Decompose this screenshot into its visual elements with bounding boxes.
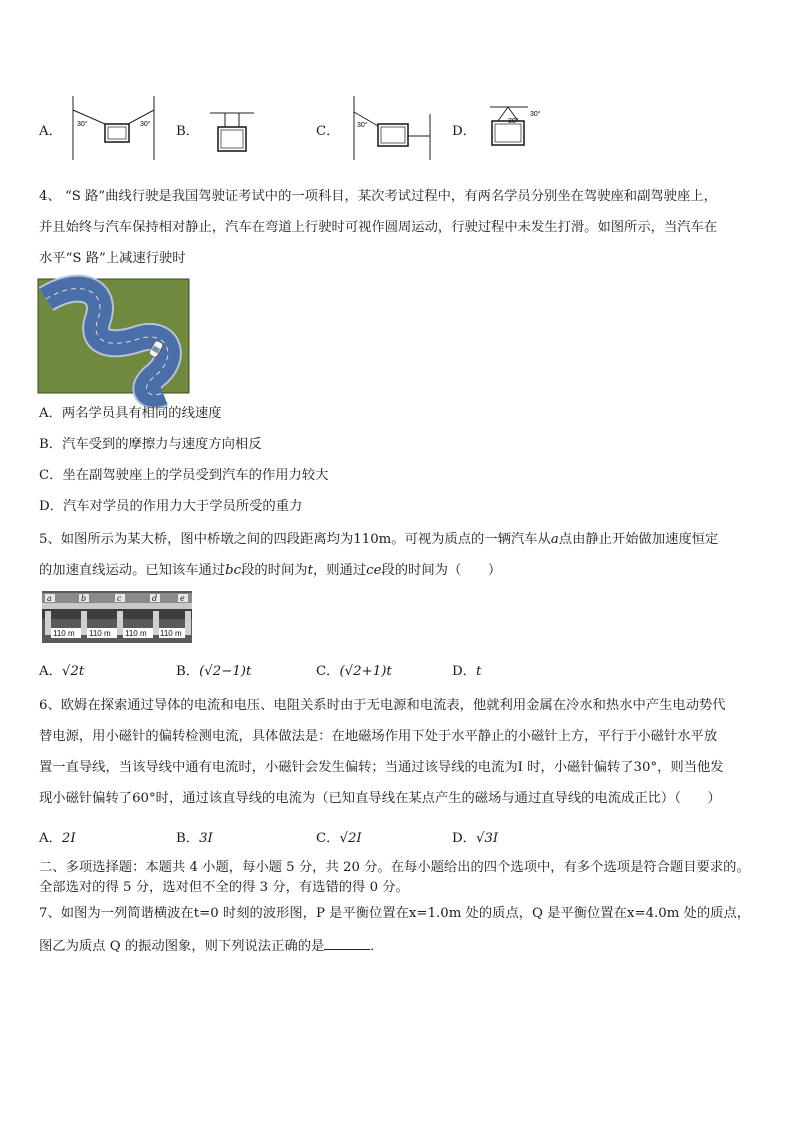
q5-stem-1b: 点由静止开始做加速度恒定 — [558, 532, 719, 547]
section2-heading-line-1: 二、多项选择题：本题共 4 小题，每小题 5 分，共 20 分。在每小题给出的四个选项中，有多个选项是符合题目要求的。 — [39, 860, 750, 875]
q5-var-t: t — [307, 563, 313, 578]
q4-option-a: A．两名学员具有相同的线速度 — [39, 406, 222, 421]
q5-var-a: a — [550, 532, 559, 547]
q5-stem-2a: 的加速直线运动。已知该车通过 — [39, 563, 226, 578]
q3-option-b-label: B． — [176, 124, 200, 139]
q4-stem-line-2: 并且始终与汽车保持相对静止，汽车在弯道上行驶时可视作圆周运动，行驶过程中未发生打滑。如图所示，当汽车在 — [39, 220, 718, 235]
bridge-label-a: a — [47, 594, 52, 603]
q6-option-d-label: D． — [452, 831, 476, 846]
q5-option-d-label: D． — [452, 664, 476, 679]
q6-option-c — [316, 827, 362, 846]
q5-option-b-label: B． — [176, 664, 200, 679]
svg-text:30°: 30° — [140, 121, 151, 128]
bridge-span-2: 110 m — [89, 629, 111, 638]
bridge-label-e: e — [180, 594, 185, 603]
q5-option-c — [316, 660, 392, 679]
svg-text:30°: 30° — [77, 121, 88, 128]
bridge-span-4: 110 m — [160, 629, 182, 638]
q3-figure-a — [68, 96, 160, 162]
q5-stem-2b: 段的时间为 — [241, 563, 308, 578]
q5-option-d — [452, 660, 481, 679]
q5-stem-1a: 5、如图所示为某大桥，图中桥墩之间的四段距离均为110m。可视为质点的一辆汽车从 — [39, 532, 551, 547]
bridge-label-b: b — [81, 594, 87, 603]
q6-option-d — [452, 827, 498, 846]
q5-option-a — [39, 660, 84, 679]
q6-option-b — [176, 827, 213, 846]
q3-figure-c — [350, 96, 440, 162]
q5-stem-line-1 — [39, 531, 718, 549]
q7-stem-line-2 — [39, 937, 384, 956]
q6-option-c-expr: √2I — [339, 831, 362, 846]
answer-blank — [324, 937, 370, 950]
q6-option-d-expr: √3I — [475, 831, 499, 846]
q3-option-c-label: C． — [316, 124, 340, 139]
svg-text:30°: 30° — [530, 111, 541, 118]
q5-option-b-expr: (√2−1)t — [199, 664, 252, 679]
q4-option-d: D．汽车对学员的作用力大于学员所受的重力 — [39, 499, 303, 514]
q4-option-b: B．汽车受到的摩擦力与速度方向相反 — [39, 437, 262, 452]
s-road-figure — [38, 279, 189, 393]
q6-option-a-label: A． — [39, 831, 62, 846]
q3-figure-d — [488, 106, 548, 150]
q6-stem-line-4: 现小磁针偏转了60°时，通过该直导线的电流为（已知直导线在某点产生的磁场与通过直导线的电流成正比）（ ） — [39, 791, 721, 806]
bridge-label-d: d — [152, 594, 158, 603]
bridge-label-c: c — [117, 594, 122, 603]
q3-option-d-label: D． — [452, 124, 476, 139]
q6-stem-line-1: 6、欧姆在探索通过导体的电流和电压、电阻关系时由于无电源和电流表，他就利用金属在冷水和热水中产生电动势代 — [39, 698, 726, 713]
q5-option-b — [176, 660, 251, 679]
q3-figure-b — [208, 112, 256, 158]
q5-var-ce: ce — [366, 563, 382, 578]
q5-option-a-label: A． — [39, 664, 62, 679]
q5-option-d-expr: t — [475, 664, 482, 679]
q6-option-b-expr: 3I — [199, 831, 213, 846]
svg-text:30°: 30° — [357, 122, 368, 129]
q4-stem-line-3: 水平“S 路”上减速行驶时 — [39, 251, 186, 266]
q4-option-c: C．坐在副驾驶座上的学员受到汽车的作用力较大 — [39, 468, 329, 483]
bridge-span-3: 110 m — [125, 629, 147, 638]
q7-stem-2a: 图乙为质点 Q 的振动图象，则下列说法正确的是 — [39, 939, 325, 954]
q6-stem-line-2: 替电源，用小磁针的偏转检测电流，具体做法是：在地磁场作用下处于水平静止的小磁针上方，平行于小磁针水平放 — [39, 729, 718, 744]
q5-stem-2c: ，则通过 — [312, 563, 367, 578]
section2-heading-line-2: 全部选对的得 5 分，选对但不全的得 3 分，有选错的得 0 分。 — [39, 880, 409, 895]
q7-stem-line-1: 7、如图为一列简谐横波在t=0 时刻的波形图，P 是平衡位置在x=1.0m 处的质点，Q 是平衡位置在x=4.0m 处的质点， — [39, 906, 751, 921]
q5-stem-2d: 段的时间为（ ） — [381, 563, 502, 578]
q5-option-a-expr: √2t — [61, 664, 85, 679]
q6-option-a — [39, 827, 76, 846]
q6-option-a-expr: 2I — [61, 831, 76, 846]
q6-stem-line-3: 置一直导线，当该导线中通有电流时，小磁针会发生偏转；当通过该导线的电流为I 时，小磁针偏转了30°，则当他发 — [39, 760, 724, 775]
q5-stem-line-2 — [39, 562, 501, 580]
bridge-figure — [42, 591, 192, 643]
bridge-span-1: 110 m — [53, 629, 75, 638]
svg-text:30°: 30° — [508, 118, 519, 125]
q4-stem-line-1: 4、 “S 路”曲线行驶是我国驾驶证考试中的一项科目，某次考试过程中，有两名学员分别坐在驾驶座和副驾驶座上， — [39, 189, 717, 204]
q5-var-bc: bc — [225, 563, 242, 578]
q5-option-c-expr: (√2+1)t — [339, 664, 392, 679]
q3-option-a-label: A． — [39, 124, 62, 139]
q7-stem-2b: ． — [370, 939, 384, 954]
q5-option-c-label: C． — [316, 664, 340, 679]
q6-option-c-label: C． — [316, 831, 340, 846]
q6-option-b-label: B． — [176, 831, 200, 846]
